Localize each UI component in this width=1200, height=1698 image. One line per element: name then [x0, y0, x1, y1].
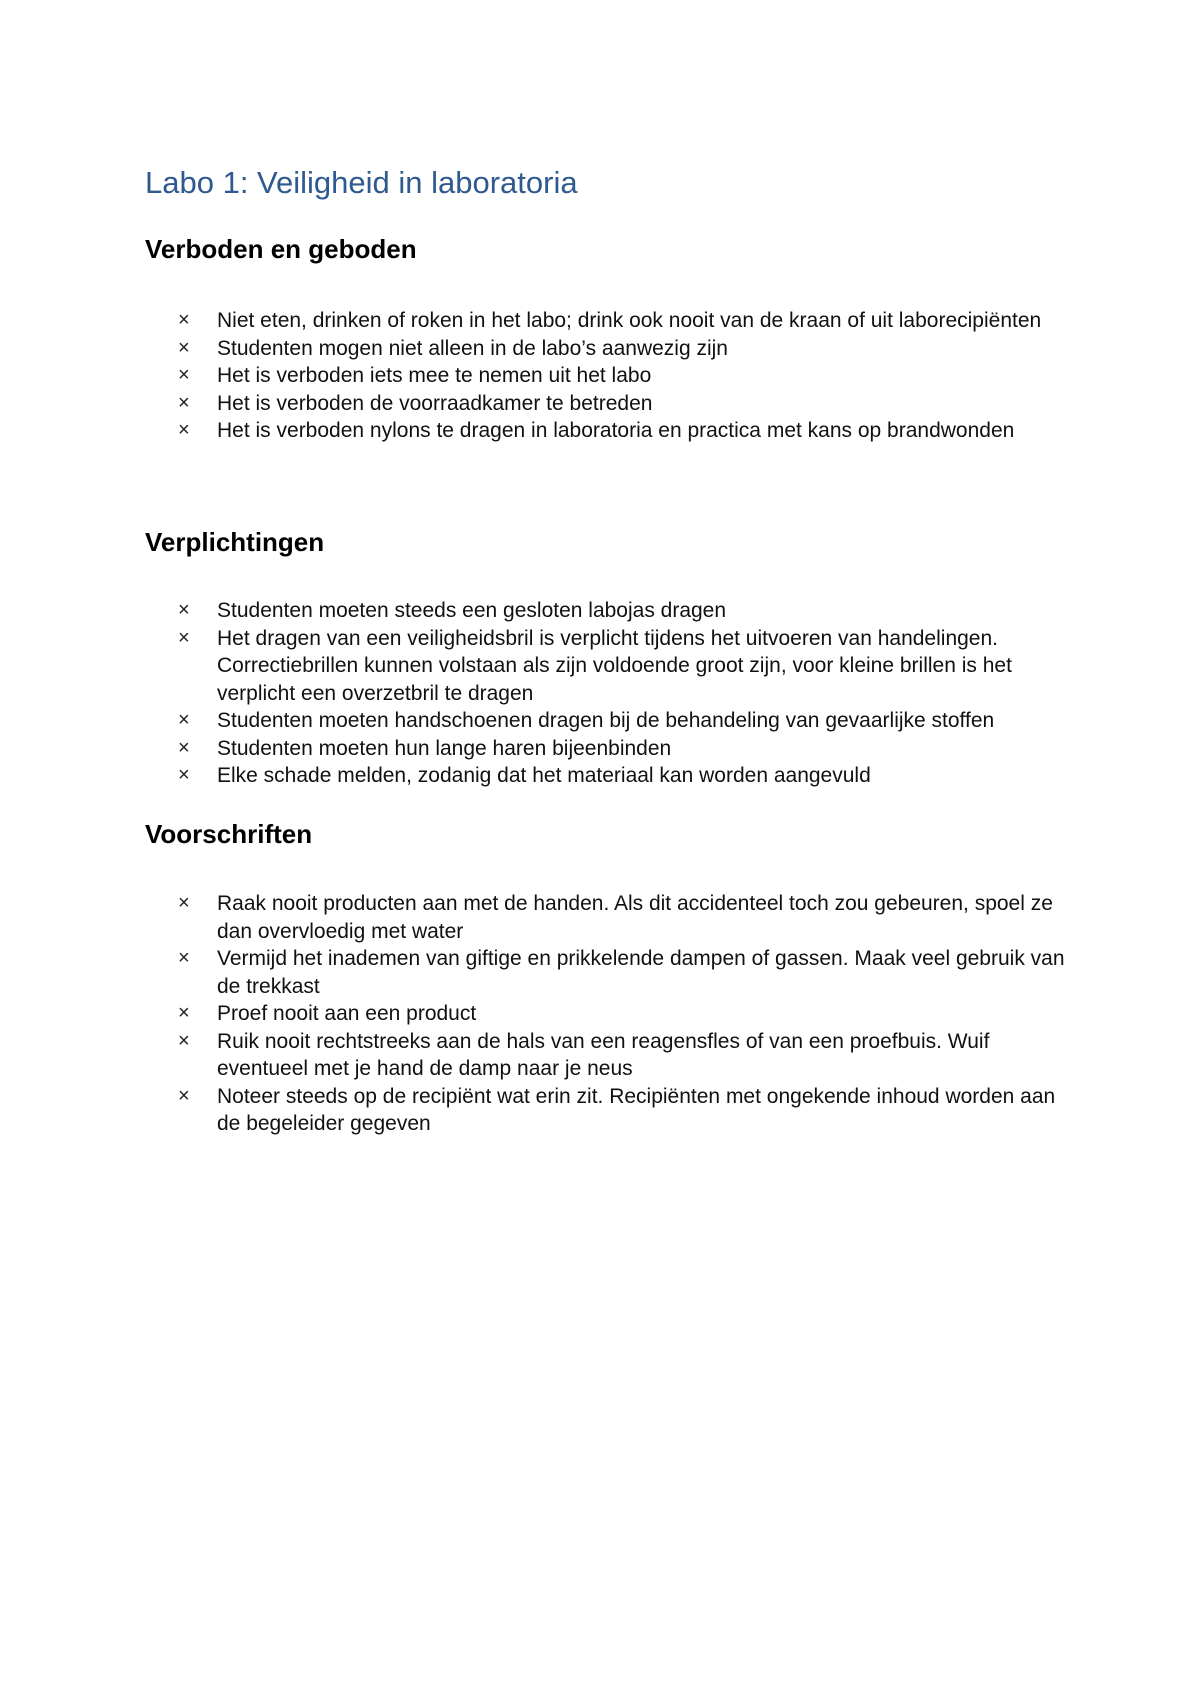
list-item	[178, 707, 1078, 735]
document-title: Labo 1: Veiligheid in laboratoria	[145, 165, 578, 200]
list-item-text: Proef nooit aan een product	[217, 1002, 477, 1025]
list-item	[178, 945, 1078, 1000]
list-item	[178, 735, 1078, 763]
list-item-text: Het is verboden de voorraadkamer te betreden	[217, 391, 653, 415]
list-item	[178, 307, 1078, 335]
list-item-text: Het is verboden nylons te dragen in laboratoria en practica met kans op brandwonden	[217, 419, 1015, 442]
cross-bullet-icon: ×	[178, 764, 190, 786]
cross-bullet-icon: ×	[178, 336, 190, 359]
rule-list-verboden-en-geboden	[178, 307, 1078, 445]
list-item	[178, 335, 1078, 363]
rule-list-voorschriften	[178, 890, 1078, 1138]
cross-bullet-icon: ×	[178, 419, 190, 441]
list-item-text: Vermijd het inademen van giftige en prikkelende dampen of gassen. Maak veel gebruik van de trekkast	[217, 947, 1065, 998]
section-heading-verplichtingen: Verplichtingen	[145, 527, 325, 557]
list-item-text: Studenten moeten handschoenen dragen bij de behandeling van gevaarlijke stoffen	[217, 709, 995, 732]
list-item	[178, 625, 1078, 708]
cross-bullet-icon: ×	[178, 736, 190, 759]
section-heading-voorschriften: Voorschriften	[145, 819, 313, 849]
list-item	[178, 597, 1078, 625]
list-item-text: Studenten moeten steeds een gesloten labojas dragen	[217, 599, 727, 622]
list-item-text: Elke schade melden, zodanig dat het materiaal kan worden aangevuld	[217, 764, 871, 787]
rule-list-verplichtingen	[178, 597, 1078, 790]
list-item-text: Studenten moeten hun lange haren bijeenbinden	[217, 736, 672, 760]
cross-bullet-icon: ×	[178, 1029, 190, 1052]
list-item-text: Raak nooit producten aan met de handen. Als dit accidenteel toch zou gebeuren, spoel ze dan overvloedig met water	[217, 892, 1053, 943]
list-item	[178, 1083, 1078, 1138]
cross-bullet-icon: ×	[178, 626, 190, 649]
list-item-text: Niet eten, drinken of roken in het labo; drink ook nooit van de kraan of uit laborecipiënten	[217, 309, 1042, 332]
list-item-text: Studenten mogen niet alleen in de labo’s aanwezig zijn	[217, 336, 728, 360]
list-item	[178, 362, 1078, 390]
list-item	[178, 417, 1078, 445]
list-item-text: Het is verboden iets mee te nemen uit het labo	[217, 364, 652, 387]
cross-bullet-icon: ×	[178, 364, 190, 386]
cross-bullet-icon: ×	[178, 599, 190, 621]
section-heading-verboden-en-geboden: Verboden en geboden	[145, 234, 417, 264]
list-item	[178, 390, 1078, 418]
cross-bullet-icon: ×	[178, 1002, 190, 1024]
cross-bullet-icon: ×	[178, 709, 190, 731]
cross-bullet-icon: ×	[178, 892, 190, 914]
list-item	[178, 1000, 1078, 1028]
cross-bullet-icon: ×	[178, 947, 190, 969]
cross-bullet-icon: ×	[178, 309, 190, 331]
list-item-text: Noteer steeds op de recipiënt wat erin zit. Recipiënten met ongekende inhoud worden aan de begeleider gegeven	[217, 1084, 1056, 1135]
list-item	[178, 1028, 1078, 1083]
cross-bullet-icon: ×	[178, 1084, 190, 1107]
list-item-text: Het dragen van een veiligheidsbril is verplicht tijdens het uitvoeren van handelingen. Correctiebrillen kunnen volstaan als zijn voldoende groot zijn, voor kleine brillen is het verplicht een overzetbril te dragen	[217, 626, 1012, 705]
list-item-text: Ruik nooit rechtstreeks aan de hals van een reagensfles of van een proefbuis. Wuif eventueel met je hand de damp naar je neus	[217, 1029, 990, 1080]
list-item	[178, 762, 1078, 790]
list-item	[178, 890, 1078, 945]
cross-bullet-icon: ×	[178, 391, 190, 414]
